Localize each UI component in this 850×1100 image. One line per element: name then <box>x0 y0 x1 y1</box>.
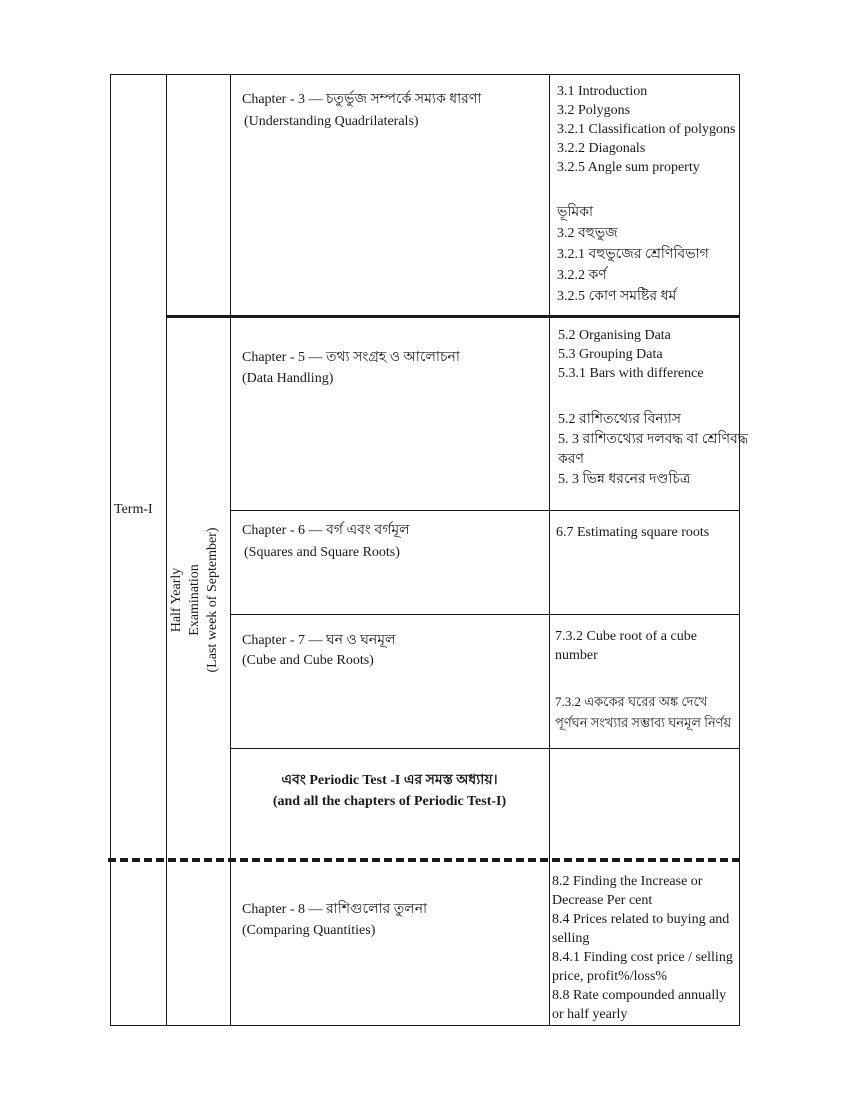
chapter-6-subtitle: (Squares and Square Roots) <box>244 545 400 560</box>
col-border-right <box>739 74 740 1026</box>
topic-item: 3.2.2 Diagonals <box>557 141 646 156</box>
term-label: Term-I <box>114 502 153 517</box>
exam-line-2: Examination <box>187 564 202 636</box>
topic-item: ভূমিকা <box>557 205 594 220</box>
chapter-7-topics-en <box>555 627 697 665</box>
topic-item: 3.2.5 Angle sum property <box>557 160 700 175</box>
row-divider-3 <box>230 614 740 615</box>
topic-item: 3.2 বহুভুজ <box>557 226 618 241</box>
chapter-6-title: Chapter - 6 — বর্গ এবং বর্গমূল <box>242 523 410 538</box>
row-divider-thick <box>166 315 740 318</box>
col-border-4 <box>549 74 550 1026</box>
term-separator-dashed <box>108 858 740 862</box>
topic-item: 7.3.2 Cube root of a cube <box>555 629 697 644</box>
table-bottom-border <box>110 1025 740 1026</box>
topic-item: 3.2.1 Classification of polygons <box>557 122 736 137</box>
exam-label <box>168 520 228 680</box>
topic-item: 3.2.2 কর্ণ <box>557 268 607 283</box>
topic-item: 5.3.1 Bars with difference <box>558 366 704 381</box>
chapter-3-topics-bn <box>557 202 709 307</box>
col-border-2 <box>166 74 167 1026</box>
chapter-3-title: Chapter - 3 — চতুর্ভুজ সম্পর্কে সম্যক ধারণা <box>242 92 482 107</box>
topic-item: price, profit%/loss% <box>552 969 668 984</box>
chapter-8-topics-en <box>552 872 733 1024</box>
chapter-3-topics-en <box>557 82 736 177</box>
chapter-3-subtitle: (Understanding Quadrilaterals) <box>244 114 419 129</box>
table-top-border <box>110 74 740 75</box>
topic-item: 8.8 Rate compounded annually <box>552 988 727 1003</box>
exam-line-1: Half Yearly <box>169 567 184 633</box>
topic-item: 5.2 Organising Data <box>558 328 671 343</box>
topic-item: 8.4 Prices related to buying and <box>552 912 730 927</box>
topic-item: 3.2.1 বহুভুজের শ্রেণিবিভাগ <box>557 247 709 262</box>
chapter-7-subtitle: (Cube and Cube Roots) <box>242 653 374 668</box>
col-border-3 <box>230 74 231 1026</box>
chapter-5-topics-en <box>558 326 704 383</box>
periodic-test-bn: এবং Periodic Test -I এর সমস্ত অধ্যায়। <box>281 773 498 788</box>
topic-item: 3.1 Introduction <box>557 84 648 99</box>
topic-item: 5. 3 ভিন্ন ধরনের দণ্ডচিত্র <box>558 472 691 487</box>
chapter-8-title: Chapter - 8 — রাশিগুলোর তুলনা <box>242 902 428 917</box>
chapter-7-title: Chapter - 7 — ঘন ও ঘনমূল <box>242 633 396 648</box>
topic-item: 5. 3 রাশিতথ্যের দলবদ্ধ বা শ্রেণিবদ্ধ <box>558 432 749 447</box>
chapter-5-subtitle: (Data Handling) <box>242 371 334 386</box>
topic-item: করণ <box>558 452 584 467</box>
topic-item: or half yearly <box>552 1007 628 1022</box>
topic-item: পূর্ণঘন সংখ্যার সম্ভাব্য ঘনমূল নির্ণয় <box>555 715 732 730</box>
row-divider-2 <box>230 510 740 511</box>
chapter-5-title: Chapter - 5 — তথ্য সংগ্রহ ও আলোচনা <box>242 350 460 365</box>
topic-item: 3.2 Polygons <box>557 103 631 118</box>
topic-item: 8.4.1 Finding cost price / selling <box>552 950 733 965</box>
topic-item: 5.3 Grouping Data <box>558 347 663 362</box>
row-divider-4 <box>230 748 740 749</box>
chapter-6-topic: 6.7 Estimating square roots <box>556 525 710 540</box>
chapter-8-subtitle: (Comparing Quantities) <box>242 923 376 938</box>
topic-item: 5.2 রাশিতথ্যের বিন্যাস <box>558 412 682 427</box>
periodic-test-en: (and all the chapters of Periodic Test-I) <box>272 794 507 809</box>
topic-item: Decrease Per cent <box>552 893 653 908</box>
topic-item: 8.2 Finding the Increase or <box>552 874 703 889</box>
topic-item: 3.2.5 কোণ সমষ্টির ধর্ম <box>557 289 677 304</box>
topic-item: selling <box>552 931 590 946</box>
topic-item: 7.3.2 এককের ঘরের অঙ্ক দেখে <box>555 694 708 709</box>
chapter-7-topics-bn <box>555 691 731 733</box>
topic-item: number <box>555 648 598 663</box>
chapter-5-topics-bn <box>558 410 748 490</box>
exam-line-3: (Last week of September) <box>205 527 220 673</box>
col-border-left <box>110 74 111 1026</box>
